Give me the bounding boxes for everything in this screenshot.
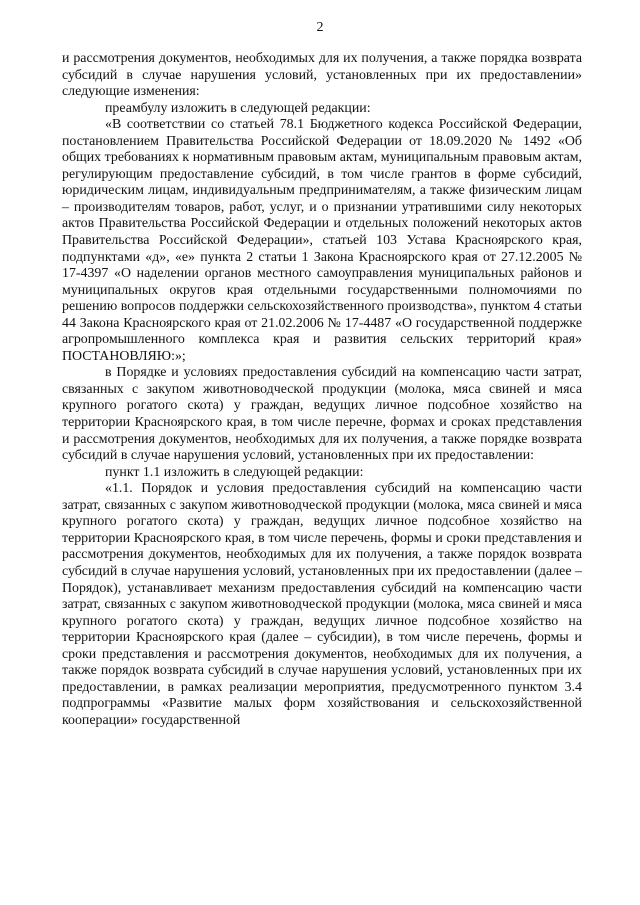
paragraph-clause-1-1: «1.1. Порядок и условия предоставления субсидий на компенсацию части затрат, связанных с закупом животноводческой продукции (молока, мяса свиней и мяса крупного рогатого скота) у граждан, ведущих личное подсобное хозяйство на территории Красноярского края, в том числе перечень, формы и сроки представления и рассмотрения документов, необходимых для их получения, а также порядок возврата субсидий в случае нарушения условий, установленных при их предоставлении (далее – Порядок), устанавливает механизм предоставления субсидий на компенсацию части затрат, связанных с закупом животноводческой продукции (молока, мяса свиней и мяса крупного рогатого скота) у граждан, ведущих личное подсобное хозяйство на территории Красноярского края (далее – субсидии), в том числе перечень, формы и сроки представления и рассмотрения документов, необходимых для их получения, а также порядок возврата субсидий в случае нарушения условий, установленных при их предоставлении, в рамках реализации мероприятия, предусмотренного пунктом 3.4 подпрограммы «Развитие малых форм хозяйствования и сельскохозяйственной кооперации» государственной bbox=[62, 481, 582, 728]
page-number: 2 bbox=[316, 20, 324, 35]
paragraph-clause-instruction: пункт 1.1 изложить в следующей редакции: bbox=[105, 464, 364, 480]
paragraph-preamble-text: «В соответствии со статьей 78.1 Бюджетного кодекса Российской Федерации, постановлением Правительства Российской Федерации от 18.09.2020 № 1492 «Об общих требованиях к нормативным правовым актам, муниципальным правовым актам, регулирующим предоставление субсидий, в том числе грантов в форме субсидий, юридическим лицам, индивидуальным предпринимателям, а также физическим лицам – производителям товаров, работ, услуг, и о признании утратившими силу некоторых актов Правительства Российской Федерации и отдельных положений некоторых актов Правительства Российской Федерации», статьей 103 Устава Красноярского края, подпунктами «д», «е» пункта 2 статьи 1 Закона Красноярского края от 27.12.2005 № 17-4397 «О наделении органов местного самоуправления муниципальных районов и муниципальных округов края отдельными государственными полномочиями по решению вопросов поддержки сельскохозяйственного производства», пунктом 4 статьи 44 Закона Красноярского края от 21.02.2006 № 17-4487 «О государственной поддержке агропромышленного комплекса края и развития сельских территорий края» ПОСТАНОВЛЯЮ:»; bbox=[62, 117, 582, 364]
paragraph-continuation: и рассмотрения документов, необходимых для их получения, а также порядка возврата субсидий в случае нарушения условий, установленных при их предоставлении» следующие изменения: bbox=[62, 51, 582, 100]
paragraph-procedure-amendments: в Порядке и условиях предоставления субсидий на компенсацию части затрат, связанных с закупом животноводческой продукции (молока, мяса свиней и мяса крупного рогатого скота) у граждан, ведущих личное подсобное хозяйство на территории Красноярского края, в том числе перечне, формах и сроках представления и рассмотрения документов, необходимых для их получения, а также порядке возврата субсидий в случае нарушения условий, установленных при их предоставлении: bbox=[62, 365, 582, 464]
paragraph-preamble-instruction: преамбулу изложить в следующей редакции: bbox=[105, 100, 371, 116]
document-body bbox=[62, 51, 582, 729]
